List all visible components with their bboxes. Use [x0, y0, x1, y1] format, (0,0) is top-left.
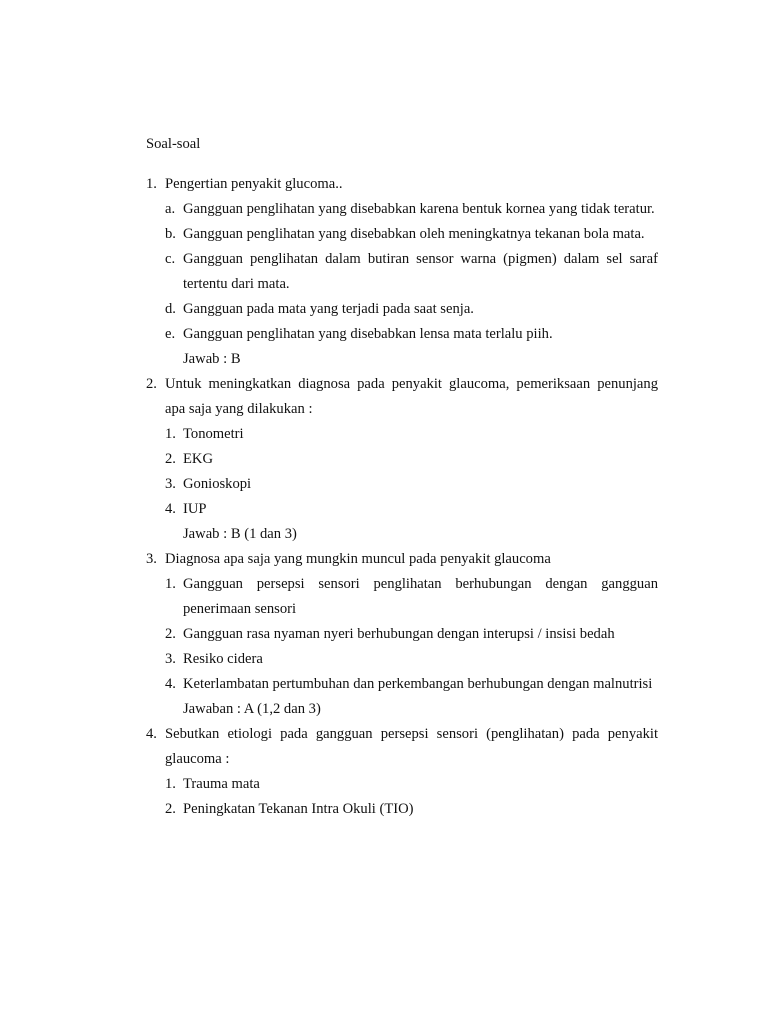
- option-list: [165, 422, 658, 522]
- option-list: [165, 197, 658, 347]
- question-text: Sebutkan etiologi pada gangguan persepsi sensori (penglihatan) pada penyakit glaucoma :: [165, 726, 658, 767]
- option-text: EKG: [183, 451, 213, 467]
- option-marker: 3.: [165, 651, 176, 667]
- question-2: [146, 372, 658, 547]
- option-list: [165, 772, 658, 822]
- option-text: Peningkatan Tekanan Intra Okuli (TIO): [183, 801, 414, 817]
- option-text: Gangguan penglihatan yang disebabkan oleh meningkatnya tekanan bola mata.: [183, 226, 645, 242]
- question-number: 1.: [146, 176, 157, 192]
- option-marker: b.: [165, 226, 176, 242]
- question-number: 3.: [146, 551, 157, 567]
- option-marker: 3.: [165, 476, 176, 492]
- question-1: [146, 172, 658, 372]
- option-list: [165, 572, 658, 697]
- option-marker: 4.: [165, 676, 176, 692]
- question-text: Diagnosa apa saja yang mungkin muncul pada penyakit glaucoma: [165, 551, 551, 567]
- option-text: Tonometri: [183, 426, 244, 442]
- option-item: [165, 322, 658, 347]
- option-item: [165, 197, 658, 222]
- option-item: [165, 472, 658, 497]
- option-item: [165, 447, 658, 472]
- question-number: 2.: [146, 376, 157, 392]
- answer-text: Jawab : B (1 dan 3): [183, 526, 297, 542]
- option-item: [165, 647, 658, 672]
- option-marker: 2.: [165, 451, 176, 467]
- option-text: Gangguan penglihatan dalam butiran sensor warna (pigmen) dalam sel saraf tertentu dari mata.: [183, 251, 658, 292]
- option-marker: 4.: [165, 501, 176, 517]
- option-item: [165, 622, 658, 647]
- option-text: Keterlambatan pertumbuhan dan perkembangan berhubungan dengan malnutrisi: [183, 676, 653, 692]
- option-item: [165, 772, 658, 797]
- answer-text: Jawab : B: [183, 351, 241, 367]
- option-text: Trauma mata: [183, 776, 260, 792]
- option-marker: d.: [165, 301, 176, 317]
- option-item: [165, 297, 658, 322]
- option-marker: 2.: [165, 626, 176, 642]
- option-marker: 2.: [165, 801, 176, 817]
- option-item: [165, 672, 658, 697]
- option-marker: e.: [165, 326, 176, 342]
- answer-text: Jawaban : A (1,2 dan 3): [183, 701, 321, 717]
- option-item: [165, 497, 658, 522]
- option-text: Gonioskopi: [183, 476, 252, 492]
- option-item: [165, 797, 658, 822]
- option-item: [165, 572, 658, 622]
- question-number: 4.: [146, 726, 157, 742]
- option-marker: 1.: [165, 426, 176, 442]
- option-item: [165, 247, 658, 297]
- document-heading: Soal-soal: [146, 136, 201, 152]
- option-text: Gangguan rasa nyaman nyeri berhubungan dengan interupsi / insisi bedah: [183, 626, 615, 642]
- question-text: Pengertian penyakit glucoma..: [165, 176, 343, 192]
- option-text: Resiko cidera: [183, 651, 263, 667]
- option-text: Gangguan penglihatan yang disebabkan lensa mata terlalu piih.: [183, 326, 553, 342]
- option-marker: a.: [165, 201, 176, 217]
- question-4: [146, 722, 658, 822]
- question-3: [146, 547, 658, 722]
- question-text: Untuk meningkatkan diagnosa pada penyakit glaucoma, pemeriksaan penunjang apa saja yang dilakukan :: [165, 376, 658, 417]
- option-marker: 1.: [165, 576, 176, 592]
- option-marker: c.: [165, 251, 176, 267]
- option-text: Gangguan persepsi sensori penglihatan berhubungan dengan gangguan penerimaan sensori: [183, 576, 658, 617]
- option-text: Gangguan penglihatan yang disebabkan karena bentuk kornea yang tidak teratur.: [183, 201, 655, 217]
- option-marker: 1.: [165, 776, 176, 792]
- option-text: IUP: [183, 501, 207, 517]
- option-text: Gangguan pada mata yang terjadi pada saat senja.: [183, 301, 474, 317]
- option-item: [165, 422, 658, 447]
- option-item: [165, 222, 658, 247]
- question-list: [146, 172, 658, 822]
